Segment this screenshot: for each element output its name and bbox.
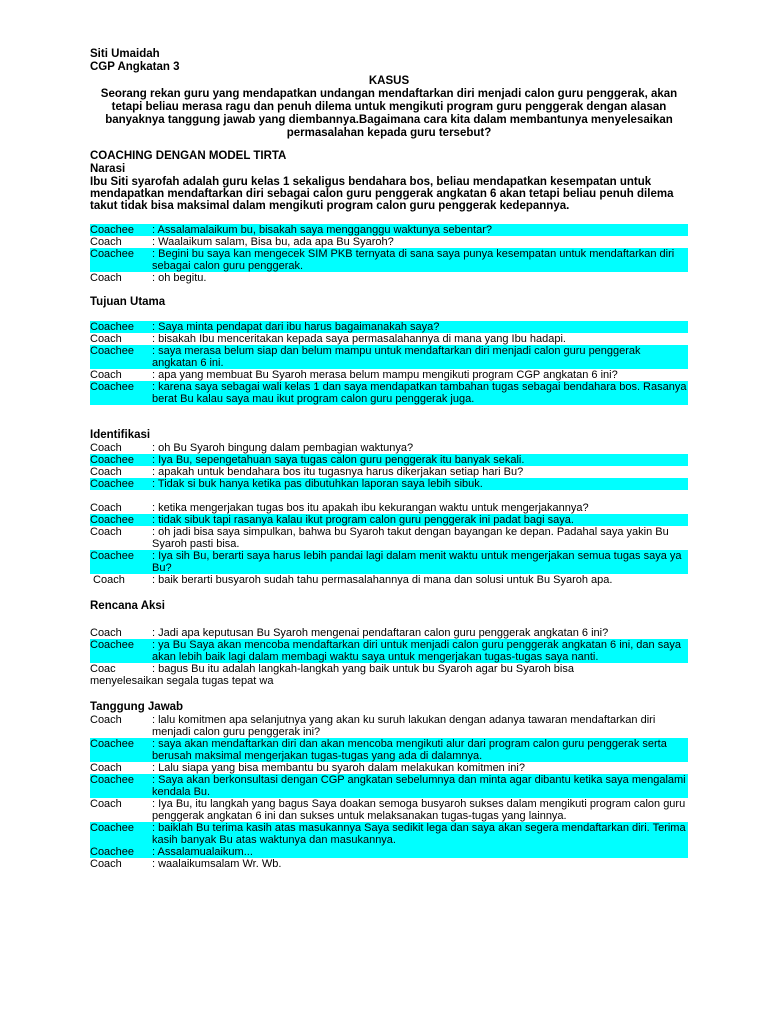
dialogue-row [90,478,688,490]
speaker-label: Coach [90,627,122,639]
dialogue-text: : saya merasa belum siap dan belum mampu untuk mendaftarkan diri menjadi calon guru penggerak angkatan 6 ini. [152,345,641,369]
dialogue-row [90,550,688,574]
coaching-title: COACHING DENGAN MODEL TIRTA [90,150,287,162]
dialogue-row [90,442,688,454]
speaker-label: Coachee [90,846,135,858]
dialogue-text: : saya akan mendaftarkan diri dan akan mencoba mengikuti alur dari program calon guru penggerak serta berusah maksimal mengerjakan tugas-tugas yang ada di dalamnya. [152,738,667,762]
dialogue-row [90,345,688,369]
section-title-tujuan: Tujuan Utama [90,296,166,308]
dialogue-text: : waalaikumsalam Wr. Wb. [152,858,282,870]
narasi-text: Ibu Siti syarofah adalah guru kelas 1 sekaligus bendahara bos, beliau mendapatkan kesempatan untuk mendapatkan mendaftarkan diri sebagai calon guru penggerak angkatan 6 akan tetapi beliau penuh dilema takut tidak bisa maksimal dalam mengikuti program calon guru penggerak kedepannya. [90,176,674,212]
speaker-label: Coach [90,714,122,726]
speaker-label: Coachee [90,321,135,333]
dialogue-text: : oh Bu Syaroh bingung dalam pembagian waktunya? [152,442,414,454]
dialogue-text: : apakah untuk bendahara bos itu tugasnya harus dikerjakan setiap hari Bu? [152,466,524,478]
speaker-label: Coachee [90,738,135,750]
dialogue-text: : karena saya sebagai wali kelas 1 dan saya mendapatkan tambahan tugas sebagai bendahara bos. Rasanya berat Bu kalau saya mau ikut program calon guru penggerak juga. [152,381,687,405]
speaker-label: Coachee [90,345,135,357]
dialogue-row [90,466,688,478]
speaker-label: Coac [90,663,116,675]
dialogue-row [90,774,688,798]
dialogue-text: : Lalu siapa yang bisa membantu bu syaroh dalam melakukan komitmen ini? [152,762,525,774]
speaker-label: Coach [90,442,122,454]
dialogue-row [90,639,688,663]
dialogue-continuation: menyelesaikan segala tugas tepat wa [90,675,274,687]
dialogue-row [90,381,688,405]
dialogue-text: : Iya Bu, sepengetahuan saya tugas calon guru penggerak itu banyak sekali. [152,454,525,466]
section-title-rencana: Rencana Aksi [90,600,165,612]
identifikasi-dialogue-a [90,442,688,490]
dialogue-row [90,321,688,333]
dialogue-text: : Jadi apa keputusan Bu Syaroh mengenai pendaftaran calon guru penggerak angkatan 6 ini? [152,627,609,639]
speaker-label: Coachee [90,774,135,786]
dialogue-text: : Saya minta pendapat dari ibu harus bagaimanakah saya? [152,321,440,333]
tanggung-dialogue [90,714,688,870]
speaker-label: Coach [90,333,122,345]
dialogue-row [90,574,688,586]
speaker-label: Coach [90,858,122,870]
dialogue-row [90,526,688,550]
dialogue-text: : Iya sih Bu, berarti saya harus lebih pandai lagi dalam menit waktu untuk mengerjakan semua tugas saya ya Bu? [152,550,682,574]
speaker-label: Coachee [90,454,135,466]
speaker-label: Coachee [90,248,135,260]
dialogue-text: : Tidak si buk hanya ketika pas dibutuhkan laporan saya lebih sibuk. [152,478,483,490]
dialogue-row [90,369,688,381]
author-name: Siti Umaidah [90,48,160,60]
dialogue-text: : apa yang membuat Bu Syaroh merasa belum mampu mengikuti program CGP angkatan 6 ini? [152,369,618,381]
dialogue-text: : ya Bu Saya akan mencoba mendaftarkan diri untuk menjadi calon guru penggerak angkatan 6 ini, dan saya akan lebih baik lagi dalam membagi waktu saya untuk mengerjakan tugas-tugas saya nanti. [152,639,681,663]
dialogue-row [90,272,688,284]
dialogue-row [90,627,688,639]
dialogue-text: : Waalaikum salam, Bisa bu, ada apa Bu Syaroh? [152,236,394,248]
dialogue-row [90,762,688,774]
speaker-label: Coach [90,466,122,478]
dialogue-text: : ketika mengerjakan tugas bos itu apakah ibu kekurangan waktu untuk mengerjakannya? [152,502,589,514]
speaker-label: Coachee [90,224,135,236]
dialogue-row [90,798,688,822]
dialogue-text: : baiklah Bu terima kasih atas masukannya Saya sedikit lega dan saya akan segera mendaftarkan diri. Terima kasih banyak Bu atas waktunya dan masukannya. [152,822,686,846]
dialogue-text: : oh jadi bisa saya simpulkan, bahwa bu Syaroh takut dengan bayangan ke depan. Padahal saya yakin Bu Syaroh pasti bisa. [152,526,669,550]
dialogue-row [90,248,688,272]
speaker-label: Coachee [90,822,135,834]
speaker-label: Coach [90,574,125,586]
case-body: Seorang rekan guru yang mendapatkan undangan mendaftarkan diri menjadi calon guru penggerak, akan tetapi beliau merasa ragu dan penuh dilema untuk mengikuti program guru penggerak dengan alasan banyaknya tanggung jawab yang diembannya.Bagaimana cara kita dalam membantunya menyelesaikan permasalahan kepada guru tersebut? [100,88,678,139]
dialogue-text: : bisakah Ibu menceritakan kepada saya permasalahannya di mana yang Ibu hadapi. [152,333,566,345]
speaker-label: Coachee [90,381,135,393]
dialogue-text: : Begini bu saya kan mengecek SIM PKB ternyata di sana saya punya kesempatan untuk mendaftarkan diri sebagai calon guru penggerak. [152,248,675,272]
speaker-label: Coachee [90,550,135,562]
dialogue-text: : Assalamualaikum... [152,846,253,858]
dialogue-text: : bagus Bu itu adalah langkah-langkah yang baik untuk bu Syaroh agar bu Syaroh bisa [152,663,574,675]
speaker-label: Coach [90,798,122,810]
dialogue-text: : Saya akan berkonsultasi dengan CGP angkatan sebelumnya dan minta agar dibantu ketika saya mengalami kendala Bu. [152,774,686,798]
dialogue-text: : tidak sibuk tapi rasanya kalau ikut program calon guru penggerak ini padat bagi saya. [152,514,574,526]
dialogue-row [90,714,688,738]
narasi-label: Narasi [90,163,126,175]
speaker-label: Coachee [90,478,135,490]
speaker-label: Coach [90,236,122,248]
dialogue-row [90,502,688,514]
section-title-identifikasi: Identifikasi [90,429,151,441]
case-title: KASUS [368,75,410,87]
dialogue-text: : baik berarti busyaroh sudah tahu permasalahannya di mana dan solusi untuk Bu Syaroh apa. [152,574,613,586]
dialogue-row [90,333,688,345]
speaker-label: Coach [90,272,122,284]
speaker-label: Coachee [90,514,135,526]
dialogue-row [90,822,688,846]
dialogue-text: : Iya Bu, itu langkah yang bagus Saya doakan semoga busyaroh sukses dalam mengikuti program calon guru penggerak angkatan 6 ini dan sukses untuk melaksanakan tugas-tugas yang lainnya. [152,798,686,822]
dialogue-row [90,738,688,762]
speaker-label: Coach [90,369,122,381]
dialogue-text: : Assalamalaikum bu, bisakah saya mengganggu waktunya sebentar? [152,224,492,236]
speaker-label: Coach [90,502,122,514]
speaker-label: Coach [90,762,122,774]
dialogue-row [90,224,688,236]
tujuan-dialogue [90,321,688,405]
dialogue-row [90,663,688,675]
speaker-label: Coach [90,526,122,538]
dialogue-text: : lalu komitmen apa selanjutnya yang akan ku suruh lakukan dengan adanya tawaran mendaftarkan diri menjadi calon guru penggerak ini? [152,714,656,738]
cohort-label: CGP Angkatan 3 [90,61,180,73]
rencana-dialogue [90,627,688,687]
dialogue-row [90,858,688,870]
dialogue-row [90,846,688,858]
speaker-label: Coachee [90,639,135,651]
dialogue-row [90,236,688,248]
identifikasi-dialogue-b [90,502,688,586]
dialogue-row [90,514,688,526]
section-title-tanggung: Tanggung Jawab [90,701,184,713]
dialogue-row [90,454,688,466]
dialogue-text: : oh begitu. [152,272,207,284]
opening-dialogue [90,224,688,284]
